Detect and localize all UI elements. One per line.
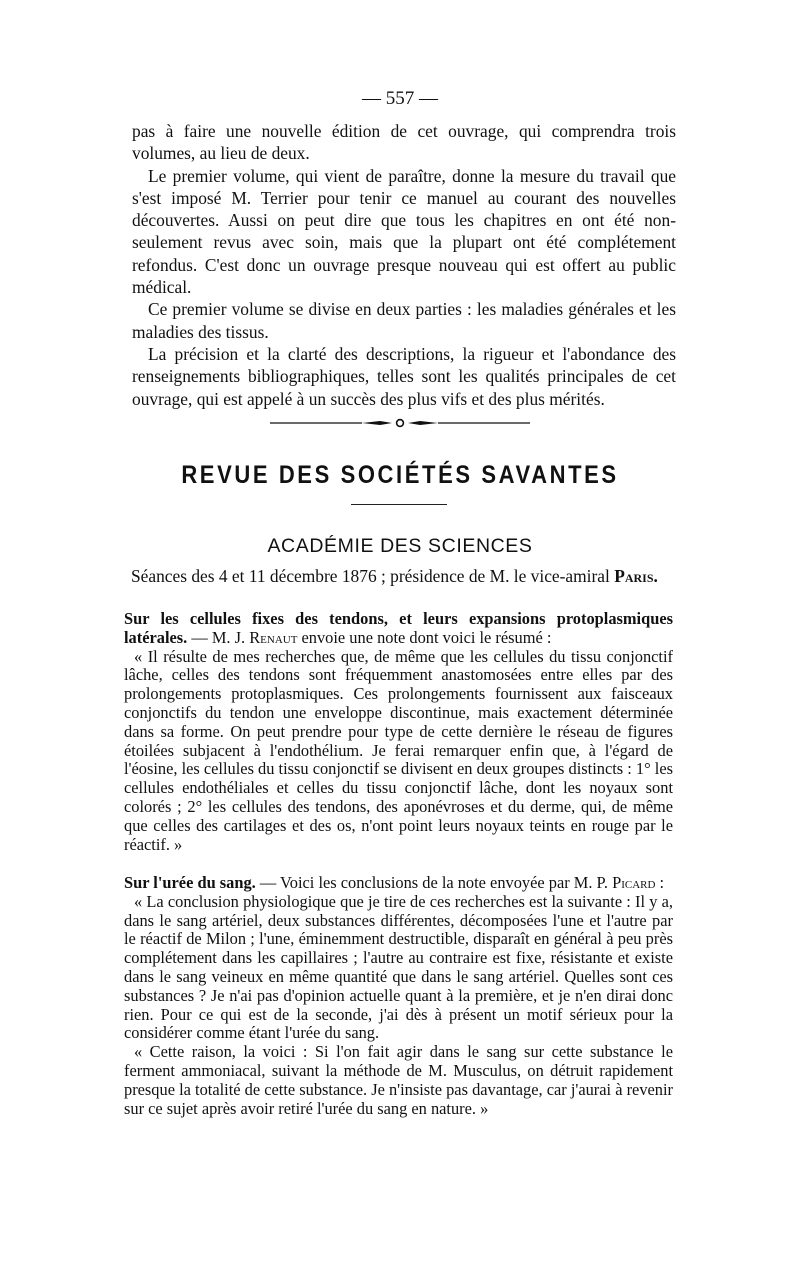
article-heading [124, 874, 673, 893]
page-number: — 557 — [362, 88, 438, 109]
author-name: Renaut [249, 627, 298, 647]
article-title: Sur les cellules fixes des tendons, et leurs expansions protoplasmiques latérales. [124, 609, 673, 647]
article-uree [124, 874, 673, 1118]
section-title: REVUE DES SOCIÉTÉS SAVANTES [181, 460, 619, 489]
paragraph: La précision et la clarté des descriptions, la rigueur et l'abondance des renseignements bibliographiques, telles sont les qualités principales de cet ouvrage, qui est appelé à un succès des plus vifs et des plus mérités. [132, 343, 676, 409]
byline-text: envoie une note dont voici le résumé : [297, 627, 552, 647]
paragraph: Ce premier volume se divise en deux parties : les maladies générales et les maladies des tissus. [132, 299, 676, 342]
meeting-text: Séances des 4 et 11 décembre 1876 ; présidence de M. le vice-amiral [131, 566, 610, 586]
byline-text: : [655, 873, 665, 892]
byline-text: — M. J. [187, 627, 246, 647]
article-tendons [124, 610, 673, 854]
quote-paragraph: « Il résulte de mes recherches que, de même que les cellules du tissu conjonctif lâche, celles des tendons sont fréquemment anastomosées entre elles par des prolongements protoplasmiques. Ces prolongements fournissent aux faisceaux conjonctifs du tendon une enveloppe discontinue, mais exactement déterminée dans sa forme. On peut prendre pour type de cette dernière le réseau de figures étoilées subjacent à l'endothélium. Je ferai remarquer enfin que, à l'égard de l'éosine, les cellules du tissu conjonctif se divisent en deux groupes distincts : 1° les cellules endothéliales et celles du tissu conjonctif lâche, dont les noyaux sont colorés ; 2° les cellules des tendons, des aponévroses et du derme, qui, de même que celles des cartilages et des os, n'ont point leurs noyaux teints en rouge par le réactif. » [124, 646, 673, 854]
academy-heading: ACADÉMIE DES SCIENCES [267, 535, 533, 557]
author-name: Picard [612, 873, 656, 892]
article-heading [124, 610, 673, 648]
president-name: Paris. [614, 566, 658, 586]
paragraph: Le premier volume, qui vient de paraître, donne la mesure du travail que s'est imposé M. Terrier pour tenir ce manuel au courant des nouvelles découvertes. Aussi on peut dire que tous les chapitres en ont été non-seulement revus avec soin, mais que la plupart ont été complétement refondus. C'est donc un ouvrage presque nouveau qui est offert au public médical. [132, 165, 676, 298]
paragraph: pas à faire une nouvelle édition de cet ouvrage, qui comprendra trois volumes, au lieu de deux. [132, 121, 676, 164]
divider [351, 504, 447, 505]
meeting-line [131, 566, 676, 587]
quote-paragraph: « La conclusion physiologique que je tire de ces recherches est la suivante : Il y a, dans le sang artériel, deux substances différentes, décomposées l'une et l'autre par le réactif de Milon ; l'une, éminemment destructible, disparaît en général à peu près complétement dans les capillaires ; l'autre au contraire est fixe, résistante et existe dans le sang veineux en même quantité que dans le sang artériel. Quelles sont ces substances ? Je n'ai pas d'opinion actuelle quant à la première, et je n'en dirai donc rien. Pour ce qui est de la seconde, j'ai dès à présent un motif sérieux pour la considérer comme étant l'urée du sang. [124, 891, 673, 1043]
article-title: Sur l'urée du sang. [124, 873, 256, 892]
byline-text: — Voici les conclusions de la note envoyée par M. P. [255, 873, 608, 892]
intro-text [132, 120, 676, 410]
ornament-divider [270, 418, 530, 428]
quote-paragraph: « Cette raison, la voici : Si l'on fait agir dans le sang sur cette substance le ferment ammoniacal, suivant la méthode de M. Musculus, on détruit rapidement presque la totalité de cette substance. Je n'insiste pas davantage, car j'aurai à revenir sur ce sujet après avoir retiré l'urée du sang en nature. » [124, 1042, 673, 1118]
